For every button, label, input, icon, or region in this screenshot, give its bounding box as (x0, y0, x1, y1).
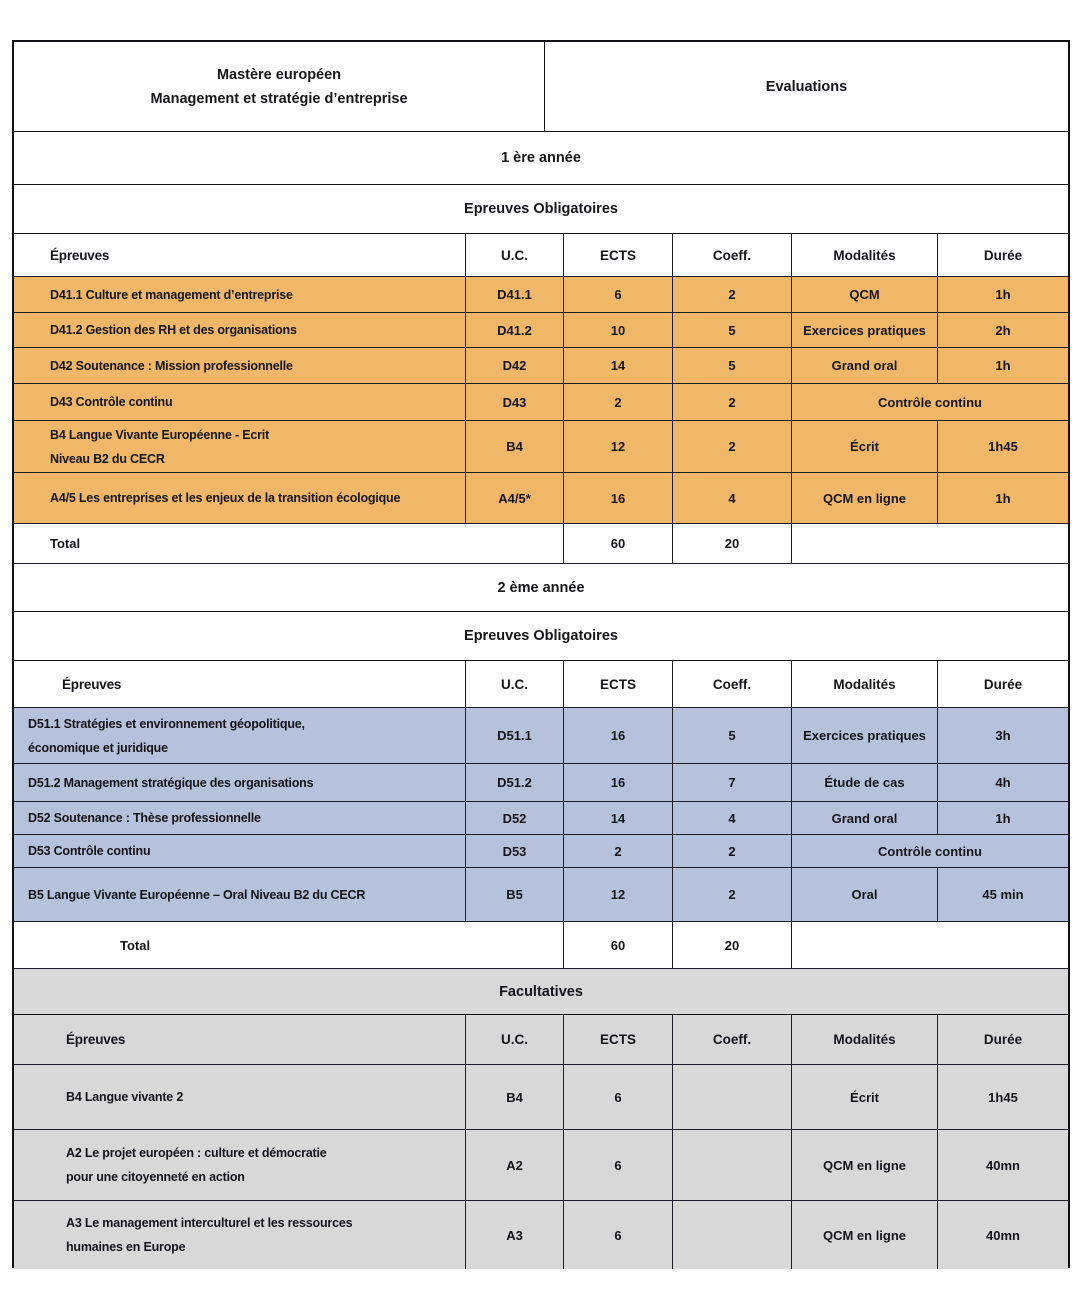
coeff-cell: 2 (673, 277, 792, 312)
modalites-cell: Écrit (792, 1065, 938, 1129)
epreuve-line2: Niveau B2 du CECR (50, 451, 165, 466)
column-header-ects: ECTS (564, 661, 673, 707)
coeff-cell: 5 (673, 313, 792, 347)
year1-column-header-row (14, 234, 1068, 277)
ects-cell: 14 (564, 348, 673, 383)
epreuve-label (28, 712, 305, 760)
ects-cell: 14 (564, 802, 673, 834)
ects-cell: 16 (564, 473, 673, 523)
total-label: Total (14, 524, 564, 563)
epreuve-line2: pour une citoyenneté en action (66, 1170, 245, 1184)
year1-section-title: 1 ère année (14, 132, 1068, 185)
duree-cell: 40mn (986, 1157, 1020, 1173)
epreuve-cell (14, 708, 466, 763)
uc-cell: D41.2 (466, 313, 564, 347)
column-header-epreuves: Épreuves (14, 661, 466, 707)
coeff-cell (673, 1065, 792, 1129)
epreuve-cell (14, 1201, 466, 1269)
column-header-epreuves: Épreuves (14, 234, 466, 276)
uc-cell: A4/5* (466, 473, 564, 523)
duree-cell: 3h (995, 728, 1011, 743)
duree-cell: 1h (995, 358, 1011, 373)
ects-cell: 16 (564, 764, 673, 801)
duree-cell: 1h (995, 810, 1011, 826)
epreuve-line1: B4 Langue Vivante Européenne - Ecrit (50, 427, 270, 442)
exam-row-b4 (14, 421, 1068, 473)
total-label: Total (14, 922, 564, 968)
exam-row-d42 (14, 348, 1068, 384)
modalites-cell: Écrit (792, 421, 938, 472)
uc-cell: D51.1 (466, 708, 564, 763)
year2-total-row (14, 922, 1068, 969)
ects-cell: 6 (564, 277, 673, 312)
coeff-cell (673, 1130, 792, 1200)
modalites-cell: Oral (792, 868, 938, 921)
evaluation-grid-table (12, 40, 1070, 1268)
total-ects: 60 (564, 922, 673, 968)
modalites-cell: QCM en ligne (792, 473, 938, 523)
coeff-cell: 2 (673, 421, 792, 472)
total-coeff: 20 (673, 524, 792, 563)
total-ects: 60 (564, 524, 673, 563)
facultatives-section-title: Facultatives (14, 969, 1068, 1015)
duree-cell: 45 min (982, 887, 1024, 902)
year2-column-header-row (14, 661, 1068, 708)
ects-cell: 6 (564, 1065, 673, 1129)
facultative-row-a3 (14, 1201, 1068, 1269)
program-title-line1: Mastère européen (216, 66, 342, 83)
epreuve-line1: A3 Le management interculturel et les ressources (66, 1216, 353, 1230)
modalites-cell: Exercices pratiques (792, 708, 938, 763)
modalites-cell: Grand oral (792, 348, 938, 383)
column-header-coeff: Coeff. (673, 1015, 792, 1064)
uc-cell: B5 (466, 868, 564, 921)
exam-row-b5 (14, 868, 1068, 922)
total-empty-cell (792, 524, 1068, 563)
uc-cell: D41.1 (466, 277, 564, 312)
epreuve-label (50, 423, 269, 471)
column-header-coeff: Coeff. (673, 661, 792, 707)
coeff-cell: 5 (673, 708, 792, 763)
uc-cell: D53 (466, 835, 564, 867)
ects-cell: 12 (564, 868, 673, 921)
exam-row-d511 (14, 708, 1068, 764)
coeff-cell: 4 (673, 802, 792, 834)
year2-obligatoires-title: Epreuves Obligatoires (14, 612, 1068, 661)
epreuve-cell: D42 Soutenance : Mission professionnelle (14, 348, 466, 383)
modalites-duree-merged-cell: Contrôle continu (878, 843, 982, 859)
column-header-uc: U.C. (466, 661, 564, 707)
column-header-modalites: Modalités (792, 661, 938, 707)
epreuve-cell: B4 Langue vivante 2 (14, 1065, 466, 1129)
epreuve-cell: D51.2 Management stratégique des organisations (14, 764, 466, 801)
uc-cell: D43 (466, 384, 564, 420)
exam-row-a45 (14, 473, 1068, 524)
epreuve-cell: B5 Langue Vivante Européenne – Oral Niveau B2 du CECR (14, 868, 466, 921)
uc-cell: B4 (466, 421, 564, 472)
epreuve-cell (14, 1130, 466, 1200)
top-header-row (14, 42, 1068, 132)
epreuve-cell: A4/5 Les entreprises et les enjeux de la transition écologique (14, 473, 466, 523)
modalites-cell: Exercices pratiques (792, 313, 938, 347)
column-header-modalites: Modalités (792, 234, 938, 276)
ects-cell: 6 (564, 1130, 673, 1200)
program-title-line2: Management et stratégie d’entreprise (150, 90, 408, 107)
column-header-coeff: Coeff. (673, 234, 792, 276)
coeff-cell: 7 (673, 764, 792, 801)
year2-section-title: 2 ème année (14, 564, 1068, 612)
epreuve-line2: humaines en Europe (66, 1240, 186, 1254)
exam-row-d411 (14, 277, 1068, 313)
ects-cell: 10 (564, 313, 673, 347)
uc-cell: B4 (466, 1065, 564, 1129)
uc-cell: A2 (466, 1130, 564, 1200)
column-header-modalites: Modalités (792, 1015, 938, 1064)
coeff-cell: 5 (673, 348, 792, 383)
ects-cell: 6 (564, 1201, 673, 1269)
duree-cell: 1h (995, 490, 1011, 506)
ects-cell: 2 (564, 384, 673, 420)
epreuve-line1: D51.1 Stratégies et environnement géopolitique, (28, 716, 305, 731)
year1-total-row (14, 524, 1068, 564)
uc-cell: D51.2 (466, 764, 564, 801)
facultative-row-b4 (14, 1065, 1068, 1130)
modalites-cell: Grand oral (792, 802, 938, 834)
ects-cell: 16 (564, 708, 673, 763)
epreuve-label (66, 1141, 327, 1189)
column-header-uc: U.C. (466, 1015, 564, 1064)
exam-row-d412 (14, 313, 1068, 348)
epreuve-cell: D41.2 Gestion des RH et des organisations (14, 313, 466, 347)
ects-cell: 12 (564, 421, 673, 472)
duree-cell: 1h45 (988, 1089, 1018, 1105)
epreuve-cell: D52 Soutenance : Thèse professionnelle (14, 802, 466, 834)
epreuve-line2: économique et juridique (28, 740, 168, 755)
coeff-cell: 2 (673, 868, 792, 921)
duree-cell: 1h45 (988, 439, 1018, 454)
modalites-cell: QCM (792, 277, 938, 312)
column-header-ects: ECTS (564, 1015, 673, 1064)
coeff-cell (673, 1201, 792, 1269)
epreuve-line1: A2 Le projet européen : culture et démocratie (66, 1146, 327, 1160)
coeff-cell: 2 (673, 384, 792, 420)
coeff-cell: 2 (673, 835, 792, 867)
modalites-cell: QCM en ligne (792, 1201, 938, 1269)
exam-row-d53 (14, 835, 1068, 868)
total-coeff: 20 (673, 922, 792, 968)
epreuve-cell: D43 Contrôle continu (14, 384, 466, 420)
duree-cell: 2h (995, 322, 1011, 338)
total-empty-cell (792, 922, 1068, 968)
modalites-cell: QCM en ligne (792, 1130, 938, 1200)
evaluations-header: Evaluations (765, 78, 848, 95)
epreuve-label (66, 1211, 352, 1259)
duree-cell: 1h (995, 287, 1011, 302)
uc-cell: D52 (466, 802, 564, 834)
column-header-duree: Durée (983, 1032, 1023, 1047)
facultative-row-a2 (14, 1130, 1068, 1201)
duree-cell: 4h (995, 775, 1011, 790)
coeff-cell: 4 (673, 473, 792, 523)
ects-cell: 2 (564, 835, 673, 867)
epreuve-cell (14, 421, 466, 472)
column-header-duree: Durée (983, 676, 1023, 692)
column-header-ects: ECTS (564, 234, 673, 276)
column-header-uc: U.C. (466, 234, 564, 276)
program-title (14, 42, 545, 131)
epreuve-cell: D41.1 Culture et management d’entreprise (14, 277, 466, 312)
year1-obligatoires-title: Epreuves Obligatoires (14, 185, 1068, 234)
uc-cell: A3 (466, 1201, 564, 1269)
column-header-epreuves: Épreuves (14, 1015, 466, 1064)
modalites-cell: Étude de cas (792, 764, 938, 801)
exam-row-d512 (14, 764, 1068, 802)
exam-row-d43 (14, 384, 1068, 421)
exam-row-d52 (14, 802, 1068, 835)
column-header-duree: Durée (983, 247, 1023, 263)
facultatives-column-header-row (14, 1015, 1068, 1065)
modalites-duree-merged-cell: Contrôle continu (878, 394, 982, 410)
duree-cell: 40mn (986, 1227, 1020, 1243)
uc-cell: D42 (466, 348, 564, 383)
epreuve-cell: D53 Contrôle continu (14, 835, 466, 867)
